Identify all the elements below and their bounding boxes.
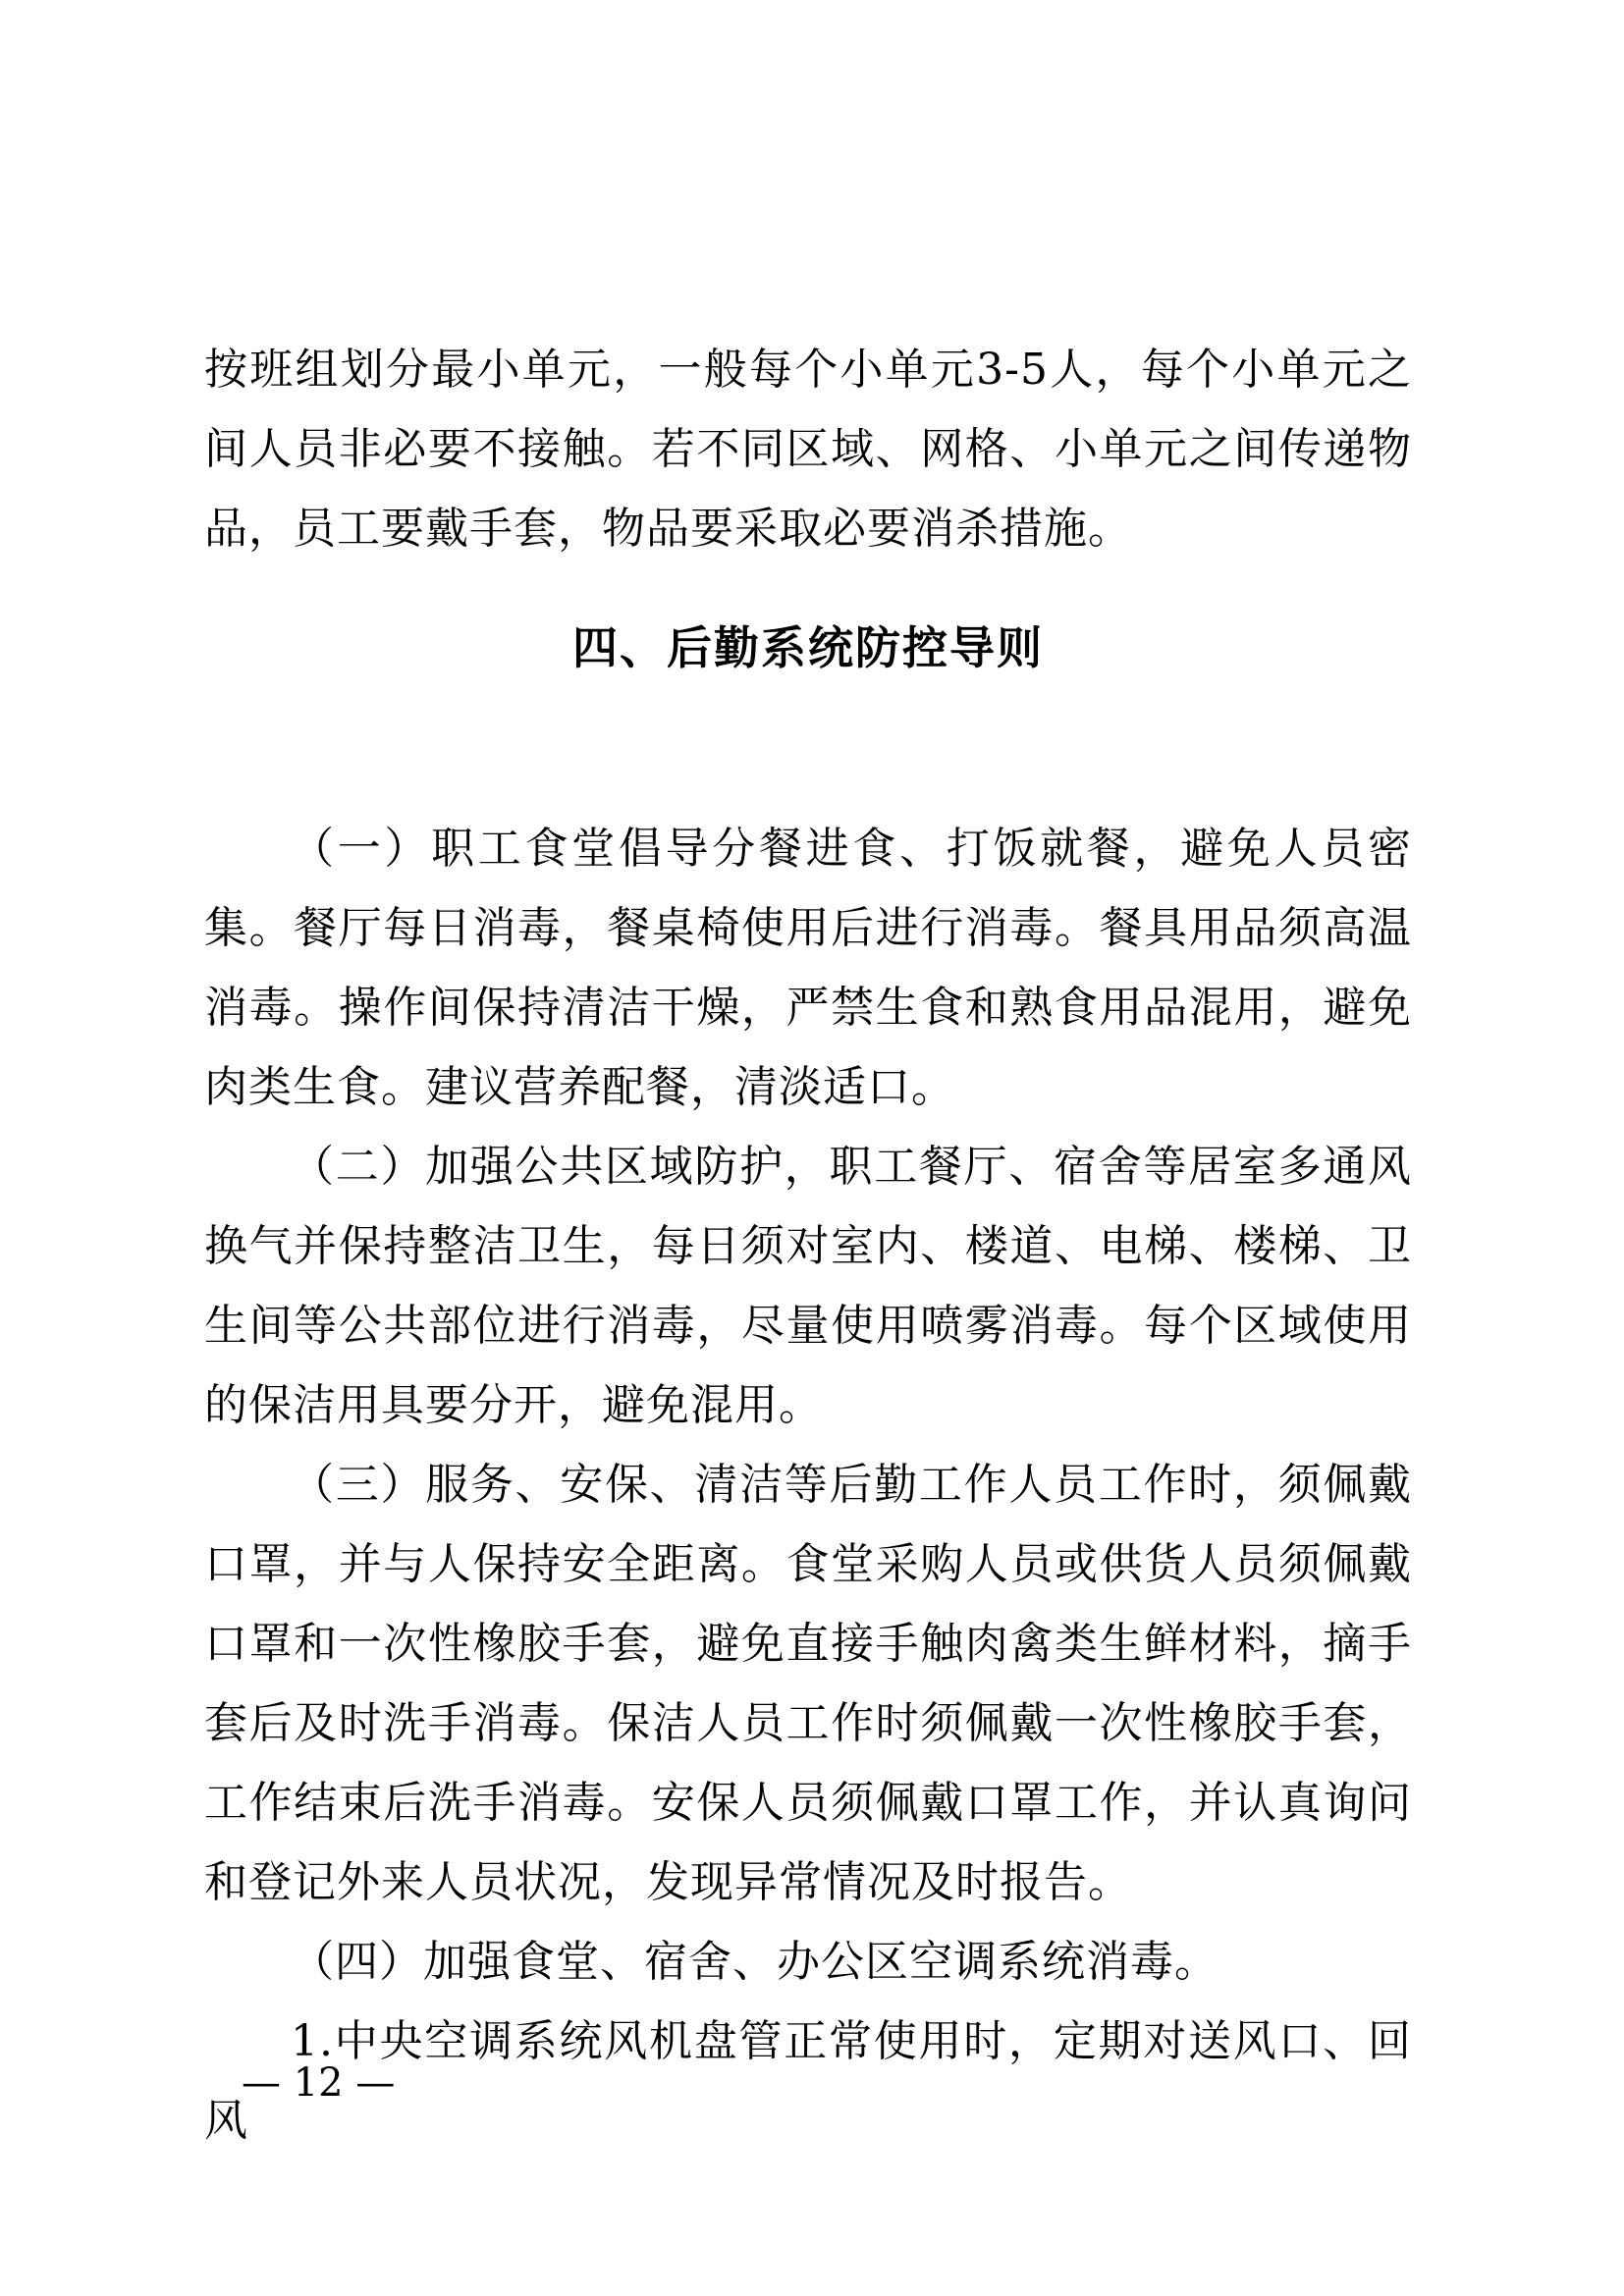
paragraph-item-3: （三）服务、安保、清洁等后勤工作人员工作时，须佩戴口罩，并与人保持安全距离。食堂采购人员或供货人员须佩戴口罩和一次性橡胶手套，避免直接手触肉禽类生鲜材料，摘手套后及时洗手消毒。保洁人员工作时须佩戴一次性橡胶手套，工作结束后洗手消毒。安保人员须佩戴口罩工作，并认真询问和登记外来人员状况，发现异常情况及时报告。 — [204, 1460, 1412, 1907]
page-number: — 12 — — [242, 2060, 396, 2106]
paragraph-item-1: （一）职工食堂倡导分餐进食、打饭就餐，避免人员密集。餐厅每日消毒，餐桌椅使用后进行消毒。餐具用品须高温消毒。操作间保持清洁干燥，严禁生食和熟食用品混用，避免肉类生食。建议营养配餐，清淡适口。 — [204, 824, 1412, 1112]
paragraph-item-2: （二）加强公共区域防护，职工餐厅、宿舍等居室多通风换气并保持整洁卫生，每日须对室内、楼道、电梯、楼梯、卫生间等公共部位进行消毒，尽量使用喷雾消毒。每个区域使用的保洁用具要分开，避免混用。 — [204, 1142, 1412, 1430]
paragraph-item-4: （四）加强食堂、宿舍、办公区空调系统消毒。 — [291, 1937, 1218, 1987]
paragraph-item-4-1: 1.中央空调系统风机盘管正常使用时，定期对送风口、回风 — [204, 2016, 1412, 2146]
section-heading: 四、后勤系统防控导则 — [572, 621, 1044, 674]
intro-paragraph: 按班组划分最小单元，一般每个小单元3-5人，每个小单元之间人员非必要不接触。若不同区域、网格、小单元之间传递物品，员工要戴手套，物品要采取必要消杀措施。 — [204, 345, 1412, 554]
